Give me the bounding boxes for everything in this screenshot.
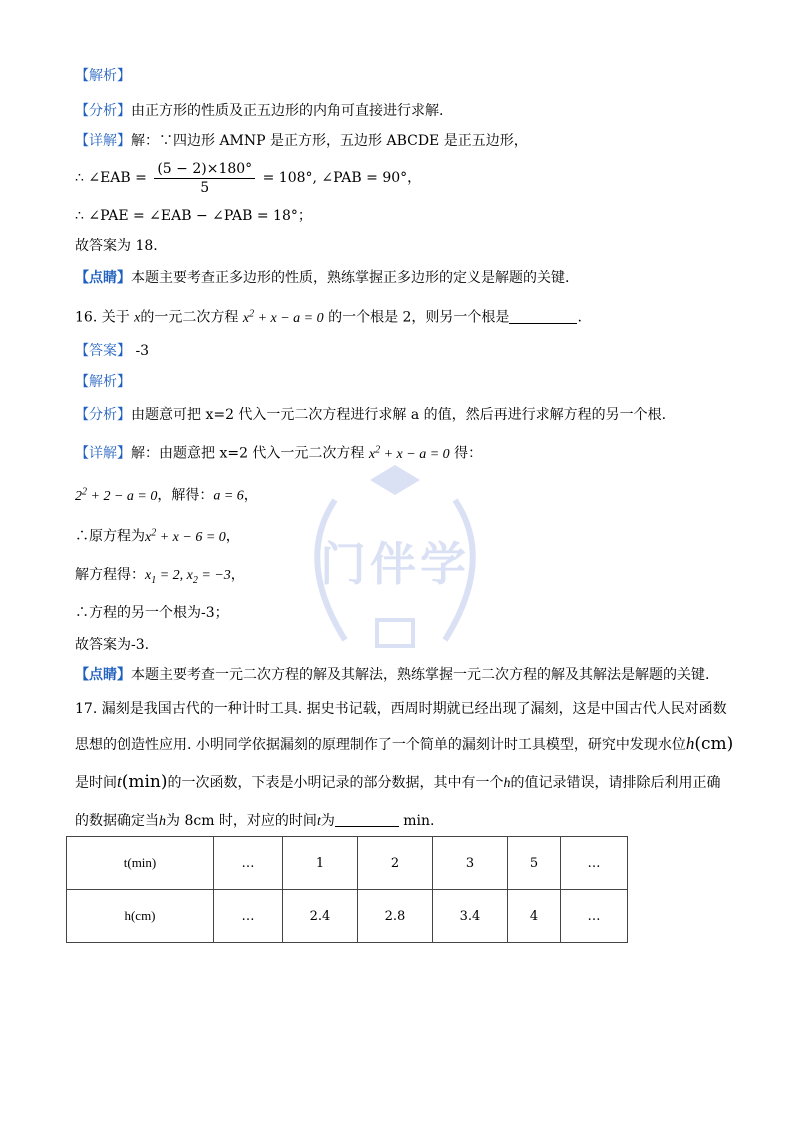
table-cell: 3 — [433, 837, 508, 890]
dianjing-tag: 【点睛】 — [75, 270, 131, 286]
step1-suffix: = 108°, ∠PAB = 90°， — [262, 170, 422, 186]
q17-line4 — [75, 811, 435, 832]
q17-line2 — [75, 734, 733, 755]
dianjing-text: 本题主要考查一元二次方程的解及其解法，熟练掌握一元二次方程的解及其解法是解题的关键. — [131, 667, 710, 683]
fenxi-text: 由题意可把 x=2 代入一元二次方程进行求解 a 的值，然后再进行求解方程的另一个根. — [131, 407, 667, 423]
q15-jiexi-tag: 【解析】 — [75, 68, 131, 84]
fenxi-tag: 【分析】 — [75, 103, 131, 119]
table-cell: 1 — [283, 837, 358, 890]
equation: $x^2 + x - 6 = 0$ — [145, 527, 226, 545]
q15-step2: ∴ ∠PAE = ∠EAB − ∠PAB = 18°； — [75, 208, 312, 224]
dianjing-tag: 【点睛】 — [75, 667, 131, 683]
q16-xiangjie — [75, 440, 482, 465]
watermark — [275, 440, 515, 670]
table-cell: 2 — [358, 837, 433, 890]
daan-tag: 【答案】 — [75, 343, 131, 359]
q16-step3 — [75, 565, 245, 591]
var-t: t — [117, 772, 122, 791]
table-cell: … — [561, 837, 628, 890]
var-h: h — [159, 814, 166, 829]
q16-stem-c: 的一个根是 2，则另一个根是 — [328, 309, 510, 326]
q16-stem-end: . — [577, 309, 582, 326]
q15-answer: 故答案为 18. — [75, 238, 158, 254]
unit-min: (min) — [121, 772, 168, 792]
q17-line3-text-c: 的值记录错误，请排除后利用正确 — [510, 775, 721, 791]
xiangjie-text: 解：由题意把 x=2 代入一元二次方程 — [131, 445, 365, 462]
answer-blank — [509, 309, 577, 324]
q16-number: 16. — [75, 309, 98, 326]
table-cell: 3.4 — [433, 890, 508, 943]
q16-step1 — [75, 482, 258, 507]
q17-line4-end: min. — [403, 813, 435, 829]
q16-equation: $x^2 + x - a = 0$ — [242, 308, 324, 326]
q16-fenxi — [75, 405, 666, 425]
table-cell: 2.4 — [283, 890, 358, 943]
q16-daan — [75, 341, 149, 361]
q16-dianjing — [75, 665, 709, 685]
var-h: h — [685, 734, 695, 753]
unit-cm: (cm) — [694, 734, 734, 754]
table-header-h: h(cm) — [67, 890, 214, 943]
fenxi-text: 由正方形的性质及正五边形的内角可直接进行求解. — [131, 103, 444, 119]
table-cell: 5 — [508, 837, 561, 890]
var-h: h — [503, 776, 511, 791]
dianjing-text: 本题主要考查正多边形的性质，熟练掌握正多边形的定义是解题的关键. — [131, 270, 570, 286]
q17-line4-text-a: 的数据确定当 — [75, 813, 159, 829]
fraction-numerator: (5 − 2)×180° — [154, 160, 255, 179]
table-header-t: t(min) — [67, 837, 214, 890]
data-table — [66, 836, 628, 943]
table-cell: … — [561, 890, 628, 943]
step1-mid: ，解得： — [157, 487, 214, 504]
q15-step1 — [75, 158, 421, 198]
q15-xiangjie — [75, 131, 528, 151]
q15-dianjing — [75, 268, 569, 288]
watermark-text: 门伴学 — [320, 537, 470, 591]
q17-line4-text-b: 为 8cm 时，对应的时间 — [166, 813, 317, 829]
daan-text: -3 — [135, 343, 150, 359]
q16-answer: 故答案为-3. — [75, 637, 150, 653]
step1-end: ， — [243, 487, 258, 504]
q16-stem — [75, 304, 582, 329]
xiangjie-tag: 【详解】 — [75, 445, 131, 462]
step1-result: a = 6 — [213, 488, 244, 504]
fenxi-tag: 【分析】 — [75, 407, 131, 423]
table-row-h — [67, 890, 628, 943]
xiangjie-text: 解：∵四边形 AMNP 是正方形，五边形 ABCDE 是正五边形， — [131, 133, 528, 149]
q16-step2 — [75, 523, 240, 548]
q17-line3 — [75, 772, 721, 794]
roots: $x_1 = 2$, $x_2 = -3$ — [145, 568, 231, 586]
step1-prefix: ∴ ∠EAB = — [75, 170, 147, 186]
step2-prefix: ∴原方程为 — [75, 528, 145, 545]
fraction-denominator: 5 — [200, 179, 210, 196]
step3-end: ， — [230, 567, 245, 583]
q16-var-x: x — [134, 310, 141, 326]
q16-stem-b: 的一元二次方程 — [140, 309, 239, 326]
table-cell: 2.8 — [358, 890, 433, 943]
xiangjie-end: 得： — [454, 445, 483, 462]
q16-stem-a: 关于 — [101, 309, 130, 326]
table-cell: … — [214, 890, 283, 943]
q17-line2-text: 思想的创造性应用. 小明同学依据漏刻的原理制作了一个简单的漏刻计时工具模型，研究中发现水位 — [75, 737, 686, 753]
answer-blank — [335, 812, 399, 827]
step3-prefix: 解方程得： — [75, 567, 145, 583]
q17-line3-text-b: 的一次函数，下表是小明记录的部分数据，其中有一个 — [167, 775, 504, 791]
fraction — [154, 160, 255, 197]
table-cell: … — [214, 837, 283, 890]
equation: $x^2 + x - a = 0$ — [368, 444, 450, 462]
step2-end: ， — [225, 528, 240, 545]
equation: $2^2 + 2 - a = 0$ — [75, 486, 158, 504]
q15-fenxi — [75, 101, 443, 121]
var-t: t — [316, 814, 321, 829]
q17-line1: 17. 漏刻是我国古代的一种计时工具. 据史书记载，西周时期就已经出现了漏刻，这是中国古代人民对函数 — [75, 701, 727, 717]
table-cell: 4 — [508, 890, 561, 943]
q16-jiexi-tag: 【解析】 — [75, 374, 131, 390]
q16-step4: ∴方程的另一个根为-3； — [75, 605, 229, 621]
table-row-t — [67, 837, 628, 890]
xiangjie-tag: 【详解】 — [75, 133, 131, 149]
q17-line3-text-a: 是时间 — [75, 775, 117, 791]
q17-line4-text-c: 为 — [320, 813, 335, 829]
